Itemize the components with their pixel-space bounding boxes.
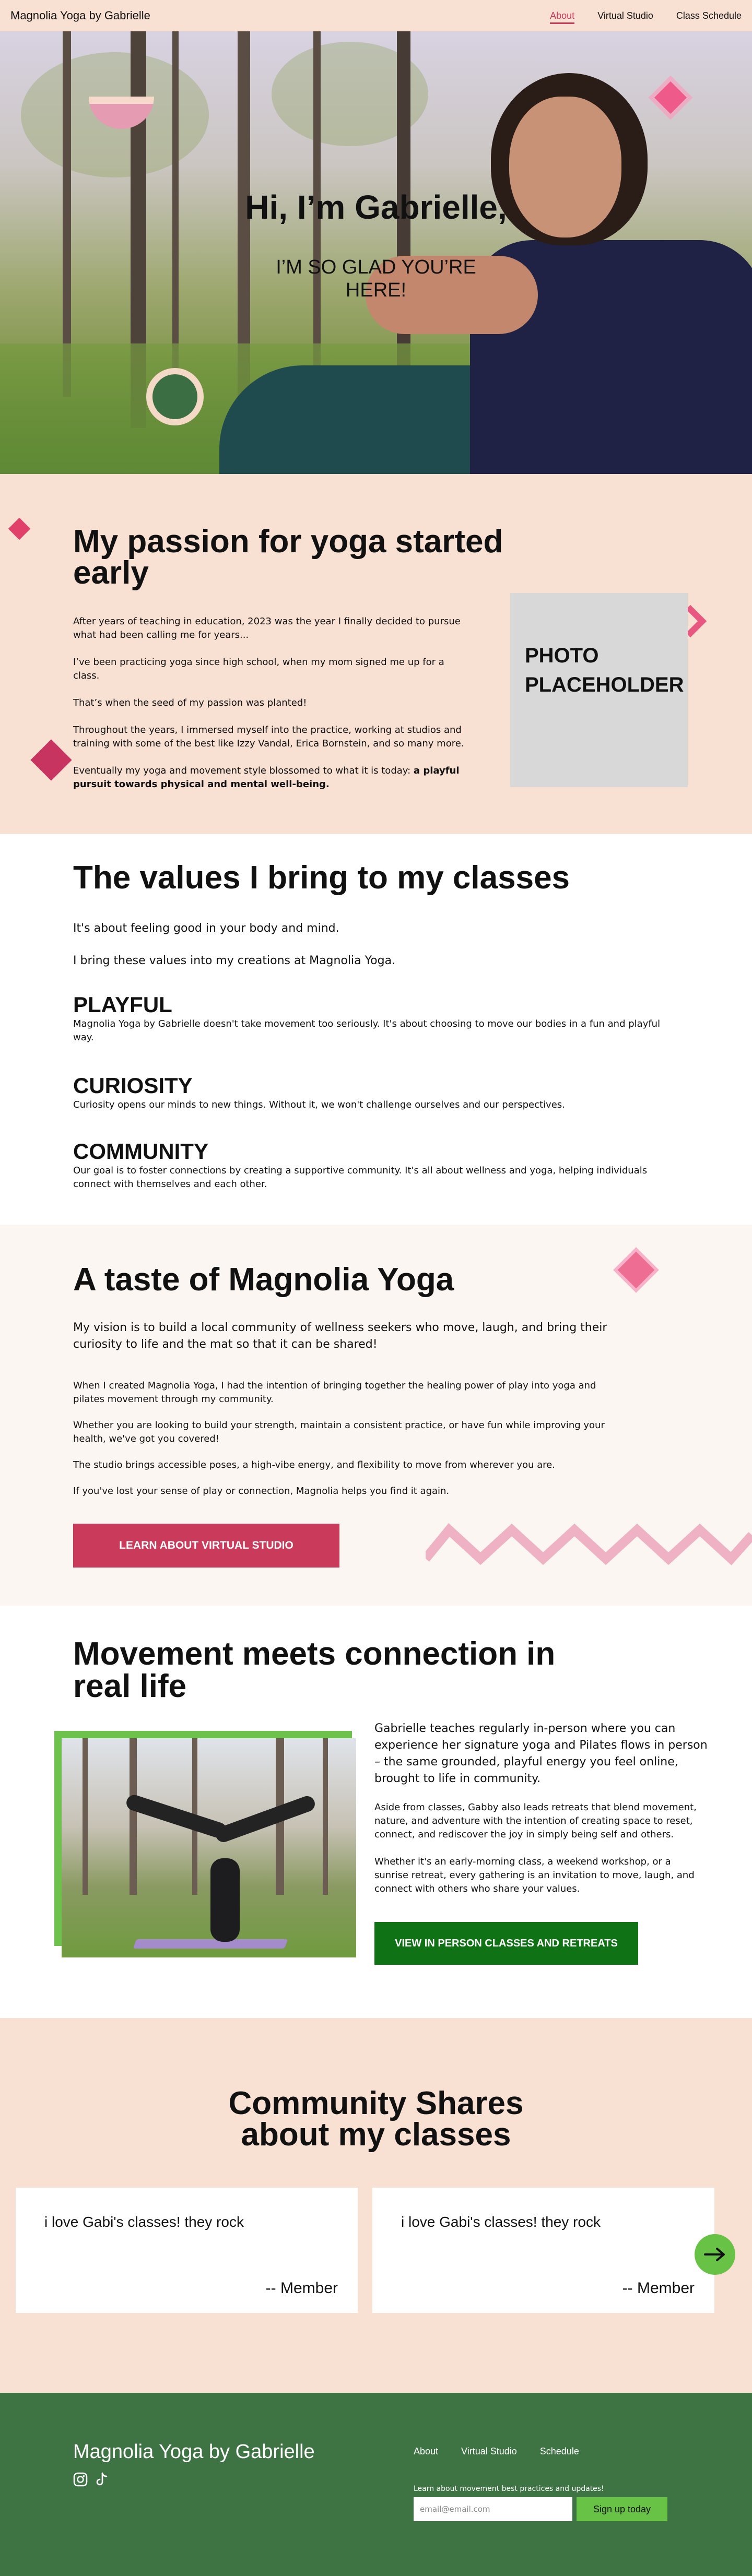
movement-text: [374, 1801, 703, 1909]
hero-tree: [63, 31, 71, 397]
value-desc: Curiosity opens our minds to new things. Without it, we won't challenge ourselves and our perspectives.: [73, 1099, 565, 1110]
newsletter-email-input[interactable]: [414, 2497, 572, 2521]
passion-text: [73, 615, 470, 805]
green-circle-decoration: [146, 368, 204, 425]
values-intro-line: It's about feeling good in your body and mind.: [73, 922, 339, 935]
movement-title: Movement meets connection in real life: [73, 1636, 556, 1704]
photo-placeholder: [510, 593, 688, 787]
testimonial-card: [16, 2188, 358, 2313]
hero-tree: [172, 31, 179, 397]
taste-title: A taste of Magnolia Yoga: [73, 1262, 454, 1298]
value-desc: Our goal is to foster connections by creating a supportive community. It's all about wellness and yoga, helping individuals connect with themselves and each other.: [73, 1165, 648, 1190]
arrow-right-icon: [703, 2247, 726, 2262]
value-desc: Magnolia Yoga by Gabrielle doesn't take movement too seriously. It's about choosing to move our bodies in a fun and playful way.: [73, 1018, 661, 1043]
passion-closing: [73, 764, 470, 791]
footer-link-schedule[interactable]: Schedule: [539, 2446, 579, 2456]
taste-paragraph: If you've lost your sense of play or connection, Magnolia helps you find it again.: [73, 1486, 450, 1497]
movement-paragraph: Aside from classes, Gabby also leads retreats that blend movement, nature, and adventure with the intention of creating space to reset, connect, and rediscover the joy in simply being self and others.: [374, 1802, 697, 1840]
site-footer: [0, 2393, 752, 2576]
photo-tree: [130, 1738, 137, 1895]
learn-virtual-studio-button[interactable]: LEARN ABOUT VIRTUAL STUDIO: [73, 1524, 339, 1568]
values-title: The values I bring to my classes: [73, 860, 570, 896]
yoga-mat: [133, 1939, 288, 1949]
passion-paragraph: After years of teaching in education, 2023 was the year I finally decided to pursue what had been calling me for years...: [73, 616, 461, 640]
passion-closing-bold: a playful pursuit towards physical and mental well-being.: [73, 765, 460, 790]
testimonial-author: -- Member: [265, 2280, 338, 2297]
nav-links: [550, 10, 742, 21]
passion-closing-text: Eventually my yoga and movement style blossomed to what it is today:: [73, 765, 414, 776]
passion-paragraph: That’s when the seed of my passion was planted!: [73, 697, 307, 708]
yogi-body: [210, 1858, 240, 1942]
passion-title: My passion for yoga started early: [73, 524, 503, 591]
value-item-playful: [73, 992, 679, 1044]
top-nav: [0, 0, 752, 31]
value-item-community: [73, 1139, 679, 1191]
value-name: CURIOSITY: [73, 1073, 193, 1098]
photo-tree: [83, 1738, 88, 1895]
footer-link-about[interactable]: About: [414, 2446, 439, 2456]
taste-paragraph: When I created Magnolia Yoga, I had the intention of bringing together the healing power of play into yoga and pilates movement through my community.: [73, 1380, 596, 1405]
value-name: PLAYFUL: [73, 992, 172, 1017]
newsletter-text: Learn about movement best practices and updates!: [414, 2485, 604, 2493]
social-icons: [73, 2472, 109, 2487]
value-name: COMMUNITY: [73, 1139, 208, 1164]
zigzag-decoration: [426, 1517, 752, 1566]
movement-section: [0, 1606, 752, 2018]
pink-diamond-decoration: [8, 518, 30, 540]
footer-brand: Magnolia Yoga by Gabrielle: [73, 2441, 315, 2463]
pink-diamond-decoration: [654, 81, 687, 114]
taste-section: [0, 1225, 752, 1606]
instagram-icon[interactable]: [73, 2472, 88, 2487]
view-in-person-classes-button[interactable]: VIEW IN PERSON CLASSES AND RETREATS: [374, 1922, 638, 1965]
footer-link-virtual-studio[interactable]: Virtual Studio: [461, 2446, 517, 2456]
taste-paragraph: Whether you are looking to build your strength, maintain a consistent practice, or have fun while improving your health, we've got you covered!: [73, 1420, 605, 1444]
photo-placeholder-label: PHOTO PLACEHOLDER: [525, 644, 684, 696]
movement-paragraph: Whether it's an early-morning class, a weekend workshop, or a sunrise retreat, every gathering is an invitation to move, laugh, and connect with others who share your values.: [374, 1856, 695, 1894]
testimonial-quote: i love Gabi's classes! they rock: [401, 2214, 601, 2230]
community-title: Community Shares about my classes: [228, 2085, 524, 2153]
testimonial-author: -- Member: [622, 2280, 695, 2297]
passion-section: [0, 474, 752, 834]
newsletter-signup-button[interactable]: Sign up today: [577, 2497, 667, 2521]
tiktok-icon[interactable]: [95, 2472, 109, 2487]
hero-section: [0, 31, 752, 474]
values-intro-line: I bring these values into my creations at Magnolia Yoga.: [73, 954, 396, 967]
nav-link-about[interactable]: About: [550, 10, 575, 21]
photo-tree: [323, 1738, 328, 1895]
footer-links: [414, 2446, 579, 2457]
nav-link-class-schedule[interactable]: Class Schedule: [676, 10, 742, 21]
pink-diamond-decoration: [618, 1252, 655, 1289]
community-section: [0, 2018, 752, 2393]
value-item-curiosity: [73, 1073, 679, 1112]
taste-paragraph: The studio brings accessible poses, a high-vibe energy, and flexibility to move from wherever you are.: [73, 1459, 555, 1470]
passion-paragraph: I’ve been practicing yoga since high school, when my mom signed me up for a class.: [73, 657, 444, 681]
nav-link-virtual-studio[interactable]: Virtual Studio: [597, 10, 653, 21]
values-section: [0, 834, 752, 1225]
testimonial-card: [372, 2188, 714, 2313]
movement-lead: Gabrielle teaches regularly in-person where you can experience her signature yoga and Pilates flows in person – the same grounded, playful energy you feel online, brought to life in community.: [374, 1722, 708, 1785]
site-brand[interactable]: Magnolia Yoga by Gabrielle: [10, 9, 150, 22]
values-intro: [73, 920, 648, 985]
hero-title: Hi, I’m Gabrielle,: [245, 188, 507, 226]
taste-lead: My vision is to build a local community of wellness seekers who move, laugh, and bring their curiosity to life and the mat so that it can be shared!: [73, 1321, 607, 1351]
next-testimonial-button[interactable]: [695, 2234, 735, 2275]
passion-paragraph: Throughout the years, I immersed myself into the practice, working at studios and training with some of the best like Izzy Vandal, Erica Bornstein, and so many more.: [73, 725, 464, 749]
yogi-leg: [124, 1793, 228, 1840]
yogi-leg: [214, 1794, 317, 1845]
pink-diamond-decoration: [30, 739, 72, 780]
yoga-pose-photo: [62, 1738, 356, 1957]
testimonial-quote: i love Gabi's classes! they rock: [44, 2214, 244, 2230]
taste-text: [73, 1379, 621, 1511]
hero-subtitle: I’M SO GLAD YOU’RE HERE!: [276, 256, 476, 301]
